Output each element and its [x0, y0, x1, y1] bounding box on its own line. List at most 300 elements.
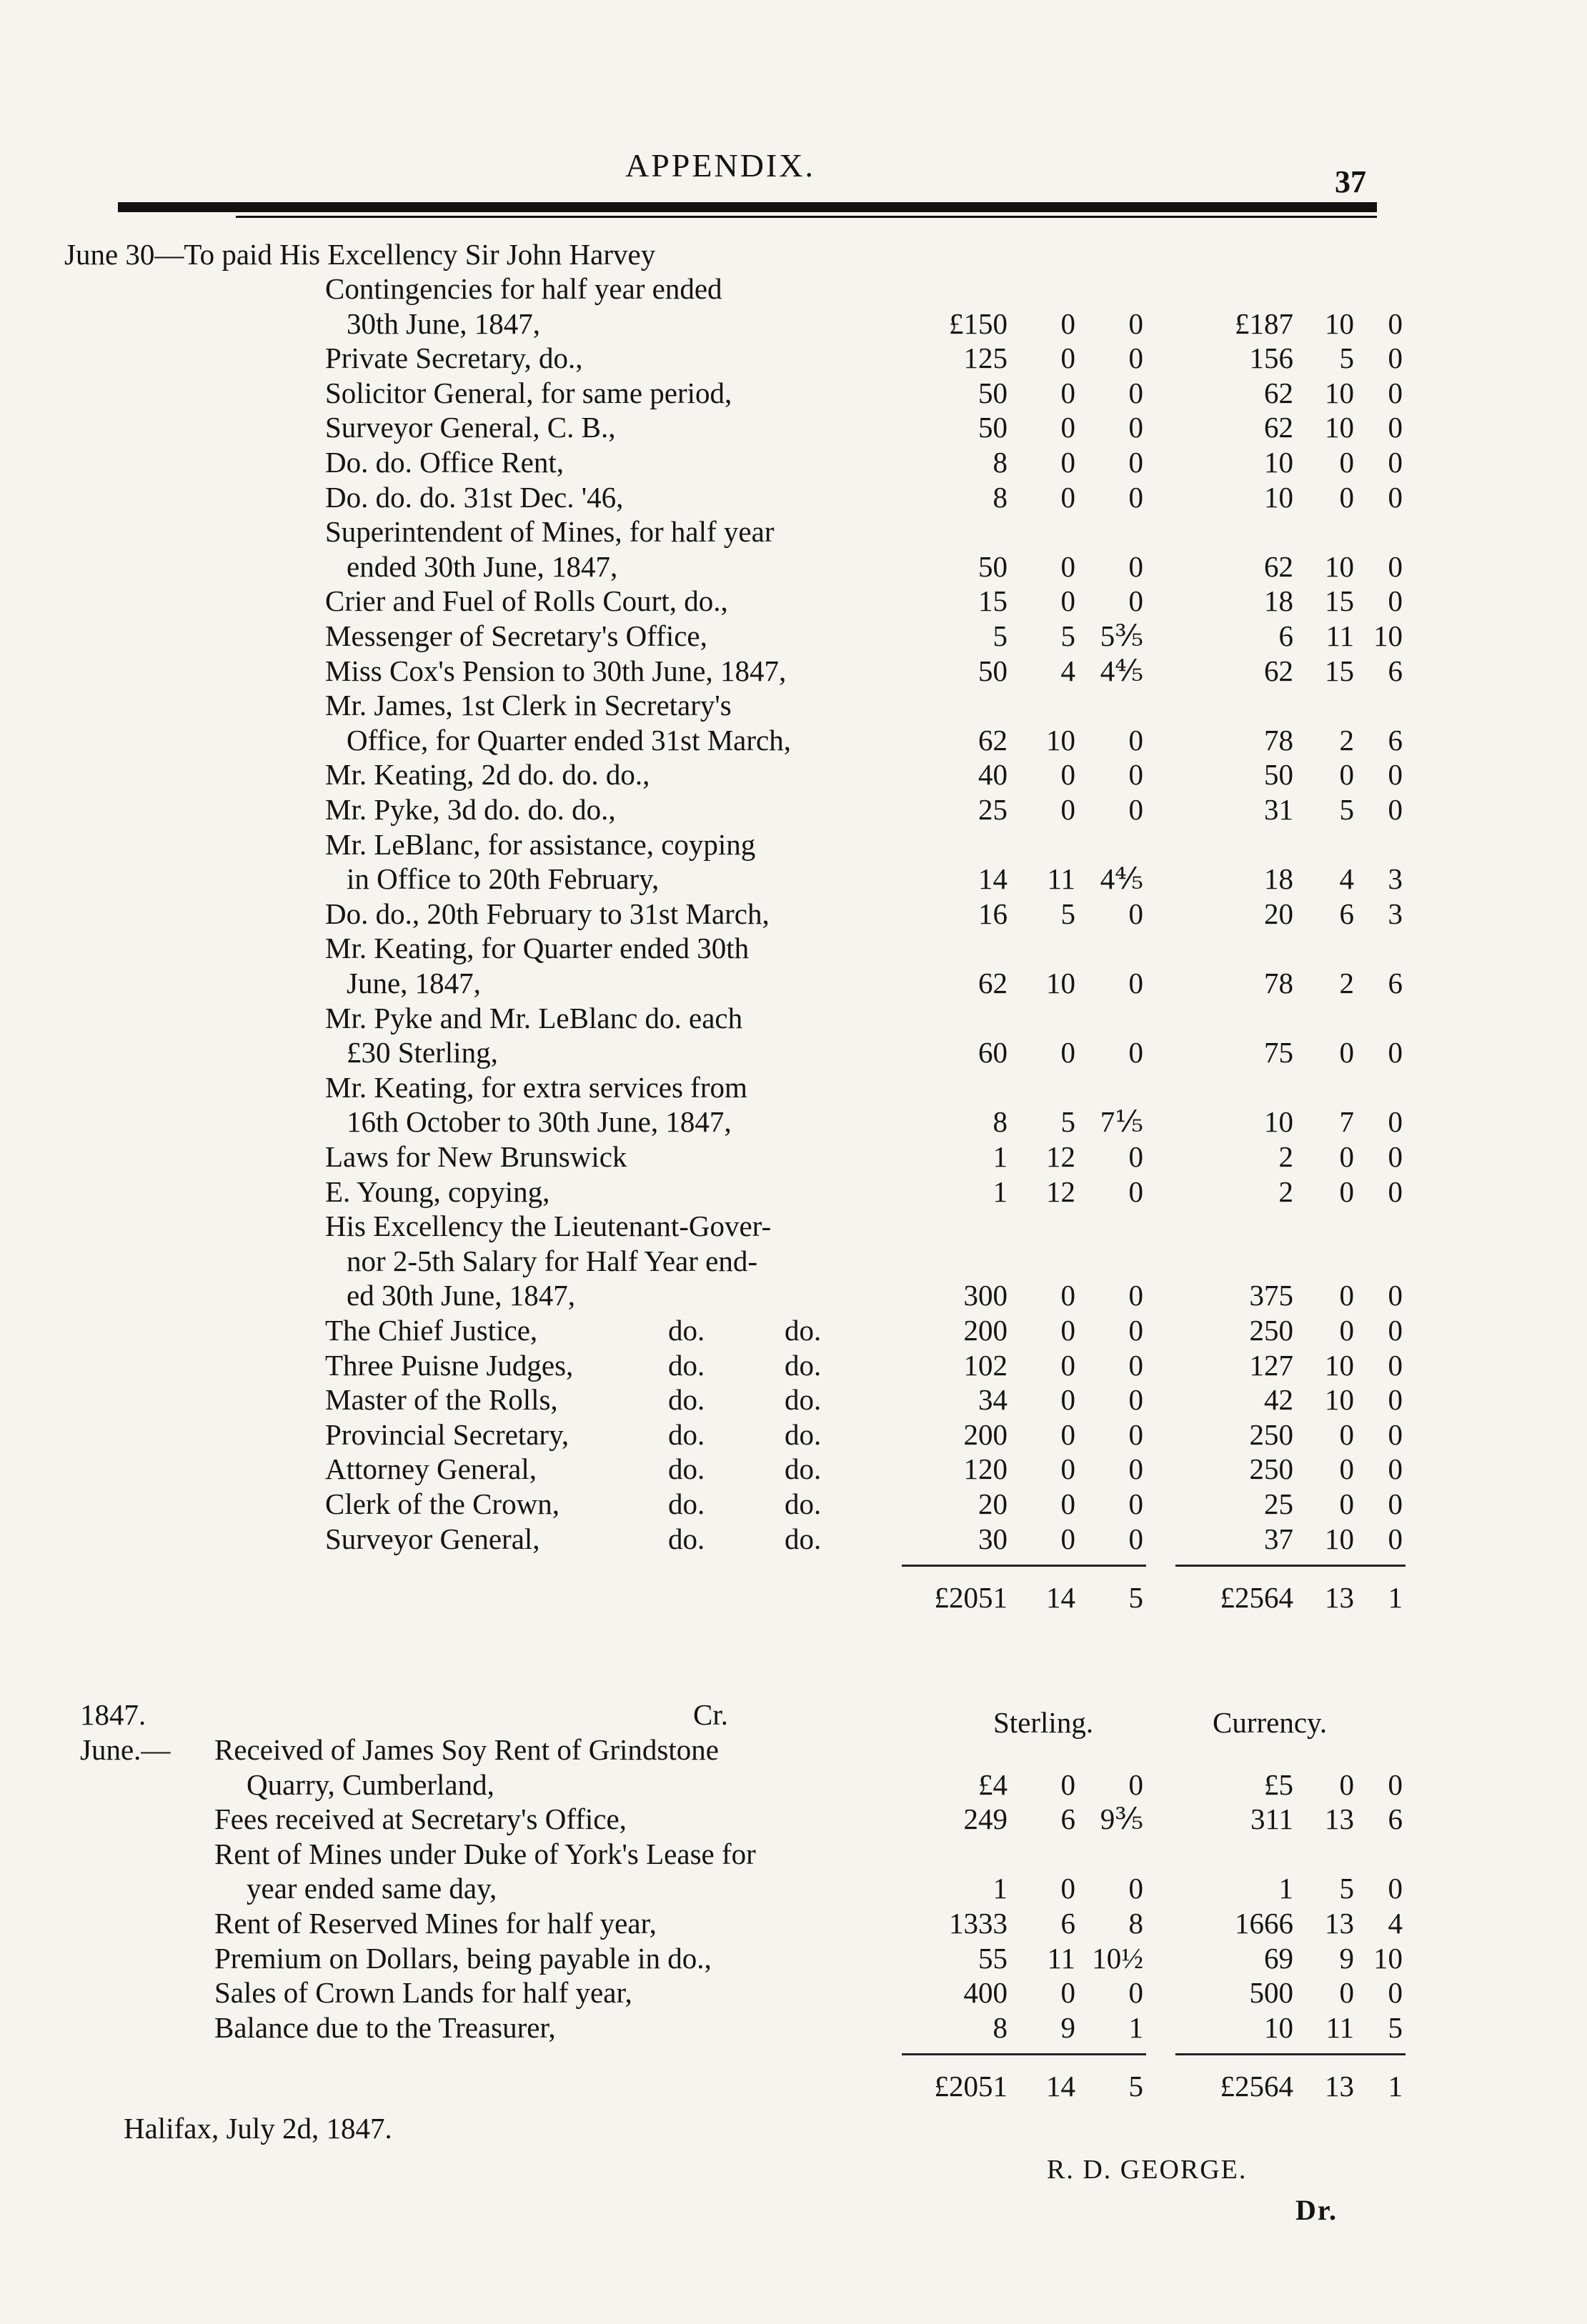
debit-ditto: do.: [668, 1348, 705, 1382]
debit-row: [0, 1070, 1587, 1104]
debit-sterling-pounds: 16: [978, 897, 1008, 930]
debit-sterling-shillings: 4: [1060, 654, 1075, 687]
debit-sterling-shillings: 12: [1046, 1140, 1075, 1173]
credit-sterling-pounds: 249: [963, 1802, 1008, 1836]
debit-sterling-pounds: £150: [949, 306, 1008, 340]
debit-currency-pence: 0: [1388, 480, 1403, 514]
debit-sterling-shillings: 0: [1060, 376, 1075, 409]
debit-description: Do. do., 20th February to 31st March,: [325, 897, 770, 930]
debit-row: [0, 862, 1587, 896]
debit-sterling-pence: 0: [1128, 1348, 1143, 1382]
debit-currency-pence: 6: [1388, 723, 1403, 757]
debit-sterling-shillings: 5: [1060, 897, 1075, 930]
debit-currency-pence: 0: [1388, 446, 1403, 479]
debit-row: [0, 688, 1587, 722]
debit-sterling-pounds: 120: [963, 1452, 1008, 1486]
debit-ditto: do.: [668, 1522, 705, 1555]
credit-row: [0, 1871, 1587, 1905]
debit-sterling-pounds: 30: [978, 1522, 1008, 1555]
debit-sterling-pounds: 1: [993, 1140, 1008, 1173]
debit-currency-shillings: 10: [1325, 411, 1354, 444]
debit-description: Miss Cox's Pension to 30th June, 1847,: [325, 654, 787, 687]
debit-sterling-pence: 0: [1128, 967, 1143, 999]
debit-sterling-pence: 0: [1128, 446, 1143, 479]
credit-sterling-pence: 9⅗: [1100, 1802, 1143, 1836]
debit-ditto: do.: [668, 1314, 705, 1347]
debit-currency-pounds: 127: [1249, 1348, 1293, 1382]
debit-currency-pounds: 75: [1264, 1036, 1293, 1069]
credit-sterling-pence: 8: [1128, 1907, 1143, 1940]
debit-sterling-shillings: 12: [1046, 1175, 1075, 1208]
debit-row: [0, 723, 1587, 757]
debit-currency-shillings: 10: [1325, 306, 1354, 340]
credit-row: [0, 1941, 1587, 1975]
debit-currency-pence: 0: [1388, 1279, 1403, 1312]
debit-currency-pounds: 250: [1249, 1417, 1293, 1451]
credit-currency-pence: 0: [1388, 1976, 1403, 2010]
credit-label: Cr.: [693, 1698, 728, 1731]
debit-description: Laws for New Brunswick: [325, 1140, 627, 1173]
debit-currency-pence: 6: [1388, 654, 1403, 687]
debit-total-row: [0, 1580, 1587, 1615]
debit-description: Mr. Pyke, 3d do. do. do.,: [325, 793, 616, 826]
debit-total-sterling-shillings: 14: [1046, 1581, 1075, 1615]
debit-row: [0, 1348, 1587, 1382]
debit-sterling-pounds: 20: [978, 1487, 1008, 1520]
debit-currency-pence: 0: [1388, 1452, 1403, 1486]
credit-currency-pence: 5: [1388, 2010, 1403, 2044]
credit-sterling-pence: 1: [1128, 2010, 1143, 2044]
credit-sterling-pence: 10½: [1092, 1941, 1143, 1975]
debit-sterling-pence: 0: [1128, 1279, 1143, 1312]
debit-description: Contingencies for half year ended: [325, 272, 722, 305]
credit-row: [0, 1906, 1587, 1940]
debit-sterling-pence: 0: [1128, 1314, 1143, 1347]
credit-row: [0, 1767, 1587, 1802]
debit-sterling-pounds: 62: [978, 723, 1008, 757]
debit-sterling-pence: 0: [1128, 1452, 1143, 1486]
credit-currency-shillings: 0: [1339, 1976, 1354, 2010]
debit-sterling-pence: 0: [1128, 376, 1143, 409]
debit-description: The Chief Justice,: [325, 1314, 538, 1347]
debit-sum-rule: [1175, 1565, 1406, 1567]
debit-total-currency-shillings: 13: [1325, 1581, 1354, 1615]
credit-description: Fees received at Secretary's Office,: [214, 1802, 627, 1836]
debit-row: [0, 410, 1587, 444]
debit-sterling-pence: 0: [1128, 897, 1143, 930]
credit-currency-pounds: 500: [1249, 1976, 1293, 2010]
debit-description: Mr. Keating, for Quarter ended 30th: [325, 932, 750, 965]
debit-currency-pence: 3: [1388, 862, 1403, 896]
debit-sterling-pounds: 14: [978, 862, 1008, 896]
debit-sterling-shillings: 10: [1046, 967, 1075, 999]
debit-currency-pounds: 42: [1264, 1383, 1293, 1417]
debit-currency-pounds: 375: [1249, 1279, 1293, 1312]
debit-currency-shillings: 7: [1339, 1105, 1354, 1139]
credit-sterling-pounds: 1: [993, 1872, 1008, 1905]
debit-sterling-pounds: 300: [963, 1279, 1008, 1312]
debit-description: Office, for Quarter ended 31st March,: [347, 723, 791, 757]
debit-sterling-shillings: 5: [1060, 619, 1075, 652]
credit-currency-pounds: 1: [1278, 1872, 1293, 1905]
debit-sterling-shillings: 0: [1060, 758, 1075, 792]
debit-row: [0, 827, 1587, 862]
page-number: 37: [1335, 164, 1366, 199]
debit-currency-shillings: 0: [1339, 1487, 1354, 1520]
debit-description: Mr. James, 1st Clerk in Secretary's: [325, 689, 732, 722]
credit-sterling-shillings: 0: [1060, 1767, 1075, 1801]
debit-row: [0, 480, 1587, 514]
debit-currency-pence: 3: [1388, 897, 1403, 930]
debit-description: Do. do. Office Rent,: [325, 446, 564, 479]
credit-sterling-pounds: 55: [978, 1941, 1008, 1975]
debit-currency-shillings: 10: [1325, 1383, 1354, 1417]
debit-description: in Office to 20th February,: [347, 862, 660, 896]
credit-currency-pence: 6: [1388, 1802, 1403, 1836]
credit-currency-pounds: 1666: [1235, 1907, 1293, 1940]
debit-row: [0, 897, 1587, 931]
debit-currency-pence: 0: [1388, 341, 1403, 375]
debit-currency-shillings: 0: [1339, 446, 1354, 479]
debit-currency-pounds: 78: [1264, 967, 1293, 999]
credit-description: Received of James Soy Rent of Grindstone: [214, 1733, 719, 1766]
debit-currency-pounds: 10: [1264, 1105, 1293, 1139]
debit-currency-pence: 0: [1388, 1522, 1403, 1555]
debit-row: [0, 306, 1587, 341]
credit-currency-shillings: 5: [1339, 1872, 1354, 1905]
debit-row: [0, 376, 1587, 410]
credit-sterling-shillings: 6: [1060, 1907, 1075, 1940]
debit-currency-pounds: 18: [1264, 862, 1293, 896]
debit-description: 16th October to 30th June, 1847,: [347, 1105, 732, 1139]
debit-ditto: do.: [785, 1417, 822, 1451]
debit-ditto: do.: [785, 1314, 822, 1347]
debit-currency-shillings: 11: [1325, 619, 1354, 652]
debit-description: Clerk of the Crown,: [325, 1487, 559, 1520]
debit-total-sterling-pence: 5: [1128, 1581, 1143, 1615]
debit-sterling-shillings: 0: [1060, 341, 1075, 375]
page-header: [0, 146, 1587, 199]
debit-currency-shillings: 0: [1339, 1417, 1354, 1451]
debit-currency-pounds: 250: [1249, 1314, 1293, 1347]
debit-sterling-shillings: 0: [1060, 306, 1075, 340]
debit-currency-shillings: 10: [1325, 549, 1354, 583]
credit-currency-pence: 4: [1388, 1907, 1403, 1940]
debit-sterling-pounds: 62: [978, 967, 1008, 999]
debit-sterling-pounds: 8: [993, 446, 1008, 479]
debit-currency-pence: 0: [1388, 1140, 1403, 1173]
debit-sterling-pounds: 200: [963, 1314, 1008, 1347]
debit-sterling-pence: 0: [1128, 306, 1143, 340]
debit-currency-shillings: 0: [1339, 1140, 1354, 1173]
debit-ditto: do.: [785, 1348, 822, 1382]
debit-sterling-pounds: 102: [963, 1348, 1008, 1382]
debit-currency-pence: 0: [1388, 758, 1403, 792]
credit-row: [0, 1837, 1587, 1871]
debit-row: [0, 1104, 1587, 1139]
credit-sterling-pounds: £4: [978, 1767, 1008, 1801]
debit-currency-pounds: 6: [1278, 619, 1293, 652]
currency-column-heading: Currency.: [1213, 1706, 1328, 1739]
debit-currency-pounds: 62: [1264, 411, 1293, 444]
debit-currency-shillings: 2: [1339, 723, 1354, 757]
credit-currency-pounds: 69: [1264, 1941, 1293, 1975]
credit-total-sterling-pounds: £2051: [934, 2070, 1008, 2103]
debit-currency-shillings: 0: [1339, 1452, 1354, 1486]
header-rule-thin: [236, 216, 1377, 218]
debit-description: Private Secretary, do.,: [325, 341, 583, 375]
debit-description: nor 2-5th Salary for Half Year end-: [347, 1244, 757, 1277]
debit-sterling-pounds: 34: [978, 1383, 1008, 1417]
debit-currency-shillings: 0: [1339, 1036, 1354, 1069]
debit-sterling-pence: 0: [1128, 1383, 1143, 1417]
debit-sterling-pence: 0: [1128, 1522, 1143, 1555]
debit-sterling-pounds: 40: [978, 758, 1008, 792]
debit-description: £30 Sterling,: [347, 1036, 498, 1069]
debit-sterling-shillings: 0: [1060, 1522, 1075, 1555]
credit-description: Rent of Mines under Duke of York's Lease for: [214, 1837, 756, 1870]
debit-row: [0, 757, 1587, 792]
debit-ditto: do.: [785, 1452, 822, 1486]
debit-sterling-pence: 0: [1128, 584, 1143, 618]
debit-row: [0, 1035, 1587, 1069]
debit-sterling-pence: 0: [1128, 549, 1143, 583]
debit-currency-shillings: 0: [1339, 1175, 1354, 1208]
debit-row: [0, 1452, 1587, 1486]
debit-row: [0, 1001, 1587, 1035]
debit-description: E. Young, copying,: [325, 1175, 550, 1208]
debit-total-currency-pounds: £2564: [1220, 1581, 1293, 1615]
credit-row: [0, 1732, 1587, 1767]
debit-row: [0, 514, 1587, 549]
credit-sum-rule: [902, 2053, 1146, 2055]
debit-sterling-pounds: 25: [978, 793, 1008, 826]
credit-sterling-shillings: 9: [1060, 2010, 1075, 2044]
credit-currency-pence: 0: [1388, 1767, 1403, 1801]
credit-total-sterling-pence: 5: [1128, 2070, 1143, 2103]
credit-total-currency-pence: 1: [1388, 2070, 1403, 2103]
credit-currency-pounds: £5: [1264, 1767, 1293, 1801]
debit-currency-pounds: 50: [1264, 758, 1293, 792]
debit-row: [0, 1522, 1587, 1556]
credit-total-row: [0, 2069, 1587, 2103]
debit-sterling-shillings: 0: [1060, 549, 1075, 583]
debit-description: Three Puisne Judges,: [325, 1348, 574, 1382]
debit-description: Do. do. do. 31st Dec. '46,: [325, 480, 624, 514]
credit-currency-shillings: 13: [1325, 1907, 1354, 1940]
debit-currency-shillings: 0: [1339, 758, 1354, 792]
debit-sterling-pounds: 8: [993, 1105, 1008, 1139]
debit-row: [0, 619, 1587, 653]
debit-currency-shillings: 6: [1339, 897, 1354, 930]
credit-total-sterling-shillings: 14: [1046, 2070, 1075, 2103]
place-and-date: Halifax, July 2d, 1847.: [124, 2112, 392, 2145]
header-rule-thick: [118, 202, 1377, 212]
debit-sterling-shillings: 0: [1060, 1487, 1075, 1520]
debit-row: [0, 1244, 1587, 1278]
debit-currency-pounds: 10: [1264, 446, 1293, 479]
credit-description: Rent of Reserved Mines for half year,: [214, 1907, 657, 1940]
debit-currency-shillings: 0: [1339, 1314, 1354, 1347]
debit-entry-heading: June 30—To paid His Excellency Sir John Harvey: [64, 238, 656, 271]
debit-currency-shillings: 15: [1325, 584, 1354, 618]
debit-sterling-pounds: 60: [978, 1036, 1008, 1069]
debit-sterling-shillings: 0: [1060, 1314, 1075, 1347]
debit-description: 30th June, 1847,: [347, 306, 541, 340]
debit-ditto: do.: [785, 1383, 822, 1417]
credit-sterling-pounds: 1333: [949, 1907, 1008, 1940]
debit-currency-shillings: 5: [1339, 341, 1354, 375]
debit-row: [0, 549, 1587, 584]
debit-currency-pence: 0: [1388, 1348, 1403, 1382]
debit-description: Surveyor General,: [325, 1522, 540, 1555]
debit-sterling-pence: 0: [1128, 341, 1143, 375]
credit-description: Premium on Dollars, being payable in do.,: [214, 1941, 712, 1975]
credit-row: [0, 1975, 1587, 2010]
debit-ditto: do.: [785, 1487, 822, 1520]
debit-sterling-pounds: 1: [993, 1175, 1008, 1208]
debit-row: [0, 445, 1587, 479]
debit-description: ed 30th June, 1847,: [347, 1279, 575, 1312]
debit-sterling-pence: 0: [1128, 723, 1143, 757]
debit-sterling-shillings: 0: [1060, 411, 1075, 444]
credit-description: Sales of Crown Lands for half year,: [214, 1976, 632, 2010]
debit-row: [0, 931, 1587, 965]
debit-description: Surveyor General, C. B.,: [325, 411, 616, 444]
credit-sterling-pence: 0: [1128, 1976, 1143, 2010]
debit-description: June, 1847,: [347, 967, 481, 999]
debit-ditto: do.: [668, 1487, 705, 1520]
debit-sterling-pence: 0: [1128, 1487, 1143, 1520]
debit-currency-pounds: 62: [1264, 654, 1293, 687]
credit-sum-rule: [1175, 2053, 1406, 2055]
debit-currency-pence: 0: [1388, 1175, 1403, 1208]
debit-sterling-shillings: 0: [1060, 1452, 1075, 1486]
debit-row: [0, 1139, 1587, 1174]
debit-sterling-shillings: 0: [1060, 1417, 1075, 1451]
page-title: APPENDIX.: [625, 147, 815, 184]
debit-sum-rule: [902, 1565, 1146, 1567]
credit-row: [0, 2010, 1587, 2045]
sterling-column-heading: Sterling.: [993, 1706, 1094, 1739]
debit-currency-pounds: 78: [1264, 723, 1293, 757]
credit-currency-shillings: 0: [1339, 1767, 1354, 1801]
debit-sterling-pence: 7⅕: [1100, 1105, 1143, 1139]
debit-row: [0, 1313, 1587, 1347]
debit-sterling-pounds: 200: [963, 1417, 1008, 1451]
credit-sterling-pounds: 8: [993, 2010, 1008, 2044]
debit-sterling-pounds: 125: [963, 341, 1008, 375]
debit-row: [0, 271, 1587, 306]
credit-year: 1847.: [80, 1698, 146, 1731]
debit-sterling-pence: 0: [1128, 1175, 1143, 1208]
debit-description: Messenger of Secretary's Office,: [325, 619, 707, 652]
debit-sterling-pounds: 15: [978, 584, 1008, 618]
debit-description: Mr. LeBlanc, for assistance, coyping: [325, 827, 756, 861]
debit-currency-pounds: 31: [1264, 793, 1293, 826]
debit-currency-pounds: 37: [1264, 1522, 1293, 1555]
debit-currency-shillings: 10: [1325, 1522, 1354, 1555]
debit-currency-pence: 0: [1388, 584, 1403, 618]
debit-currency-pounds: 62: [1264, 376, 1293, 409]
debit-row: [0, 584, 1587, 618]
debit-currency-shillings: 10: [1325, 376, 1354, 409]
debit-currency-pence: 0: [1388, 1487, 1403, 1520]
credit-currency-pounds: 10: [1264, 2010, 1293, 2044]
debit-sterling-shillings: 0: [1060, 1383, 1075, 1417]
credit-sterling-pence: 0: [1128, 1767, 1143, 1801]
debit-row: [0, 654, 1587, 688]
debit-row: [0, 341, 1587, 375]
credit-currency-shillings: 9: [1339, 1941, 1354, 1975]
debit-sterling-pence: 0: [1128, 1140, 1143, 1173]
debit-sterling-pence: 5⅗: [1100, 619, 1143, 652]
credit-month: June.—: [80, 1733, 171, 1766]
debit-sterling-pounds: 50: [978, 549, 1008, 583]
debit-currency-pence: 6: [1388, 967, 1403, 999]
credit-currency-pounds: 311: [1250, 1802, 1293, 1836]
debit-description: Crier and Fuel of Rolls Court, do.,: [325, 584, 728, 618]
debit-row: [0, 1382, 1587, 1417]
debit-currency-pence: 0: [1388, 411, 1403, 444]
debit-currency-shillings: 0: [1339, 480, 1354, 514]
debit-currency-pounds: 2: [1278, 1175, 1293, 1208]
credit-sterling-pence: 0: [1128, 1872, 1143, 1905]
credit-currency-shillings: 13: [1325, 1802, 1354, 1836]
debit-sterling-pence: 0: [1128, 758, 1143, 792]
debit-sterling-shillings: 10: [1046, 723, 1075, 757]
debit-description: Master of the Rolls,: [325, 1383, 558, 1417]
debit-sterling-shillings: 0: [1060, 584, 1075, 618]
debit-sterling-shillings: 11: [1047, 862, 1075, 896]
debit-total-sterling-pounds: £2051: [934, 1581, 1008, 1615]
debit-sterling-pence: 0: [1128, 1036, 1143, 1069]
debit-currency-pounds: 250: [1249, 1452, 1293, 1486]
debit-row: [0, 1209, 1587, 1243]
debit-currency-shillings: 0: [1339, 1279, 1354, 1312]
credit-sterling-shillings: 0: [1060, 1976, 1075, 2010]
debit-ditto: do.: [668, 1417, 705, 1451]
debit-row: [0, 1278, 1587, 1312]
debit-sterling-pence: 0: [1128, 793, 1143, 826]
credit-description: Quarry, Cumberland,: [247, 1767, 494, 1801]
debit-sterling-shillings: 0: [1060, 446, 1075, 479]
debit-sterling-pounds: 50: [978, 411, 1008, 444]
debit-currency-pence: 0: [1388, 1036, 1403, 1069]
debit-currency-pounds: £187: [1235, 306, 1293, 340]
debit-currency-pence: 0: [1388, 1383, 1403, 1417]
debit-sterling-shillings: 0: [1060, 480, 1075, 514]
credit-currency-shillings: 11: [1325, 2010, 1354, 2044]
debit-currency-shillings: 15: [1325, 654, 1354, 687]
debit-sterling-shillings: 0: [1060, 793, 1075, 826]
debit-currency-pounds: 20: [1264, 897, 1293, 930]
debit-sterling-shillings: 0: [1060, 1036, 1075, 1069]
credit-sterling-pounds: 400: [963, 1976, 1008, 2010]
debit-row: [0, 1417, 1587, 1452]
debit-sterling-shillings: 0: [1060, 1279, 1075, 1312]
debit-currency-pence: 0: [1388, 306, 1403, 340]
debit-description: His Excellency the Lieutenant-Gover-: [325, 1210, 772, 1243]
debit-currency-shillings: 4: [1339, 862, 1354, 896]
debit-sterling-pounds: 5: [993, 619, 1008, 652]
credit-sterling-shillings: 6: [1060, 1802, 1075, 1836]
credit-description: year ended same day,: [247, 1872, 497, 1905]
debit-description: Solicitor General, for same period,: [325, 376, 732, 409]
credit-row: [0, 1802, 1587, 1836]
debit-currency-pounds: 2: [1278, 1140, 1293, 1173]
debit-sterling-shillings: 0: [1060, 1348, 1075, 1382]
